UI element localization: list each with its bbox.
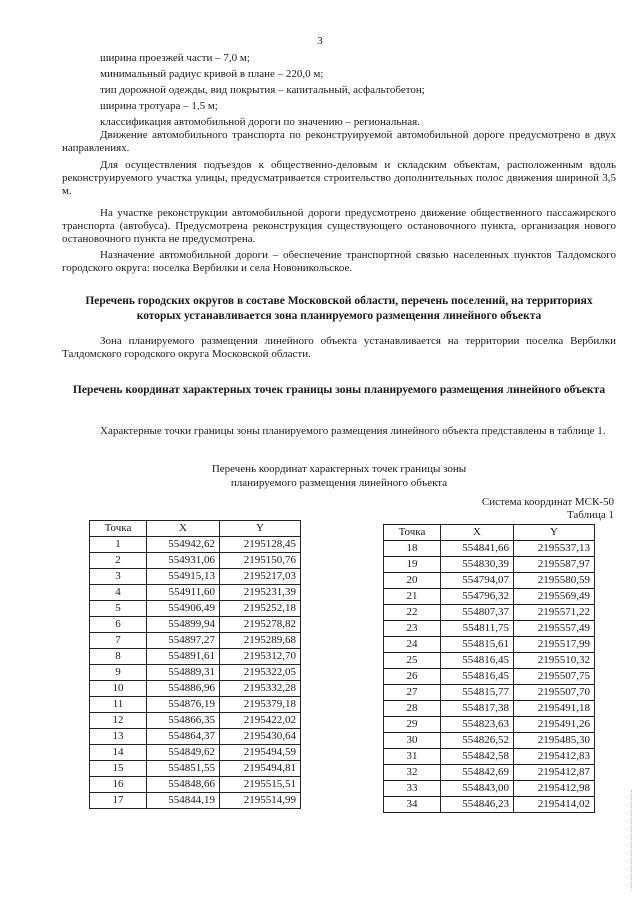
y-value-cell: 2195412,87 <box>514 765 595 781</box>
point-number-cell: 26 <box>384 669 441 685</box>
point-number-cell: 7 <box>90 633 147 649</box>
table-row <box>90 617 301 633</box>
x-value-cell: 554931,06 <box>147 553 220 569</box>
y-value-cell: 2195422,02 <box>220 713 301 729</box>
point-number-cell: 10 <box>90 681 147 697</box>
point-number-cell: 28 <box>384 701 441 717</box>
table-row <box>384 605 595 621</box>
table-row <box>384 685 595 701</box>
table-row <box>90 697 301 713</box>
point-number-cell: 15 <box>90 761 147 777</box>
y-value-cell: 2195312,70 <box>220 649 301 665</box>
parameter-item: классификация автомобильной дороги по значению – региональная. <box>100 116 420 128</box>
table-header-row <box>384 525 595 541</box>
x-value-cell: 554811,75 <box>441 621 514 637</box>
table-row <box>90 601 301 617</box>
table-row <box>90 713 301 729</box>
y-value-cell: 2195507,75 <box>514 669 595 685</box>
y-value-cell: 2195515,51 <box>220 777 301 793</box>
y-value-cell: 2195414,02 <box>514 797 595 813</box>
point-number-cell: 29 <box>384 717 441 733</box>
point-number-cell: 5 <box>90 601 147 617</box>
point-number-cell: 32 <box>384 765 441 781</box>
point-number-cell: 6 <box>90 617 147 633</box>
point-number-cell: 20 <box>384 573 441 589</box>
table-row <box>90 793 301 809</box>
x-value-cell: 554796,32 <box>441 589 514 605</box>
y-value-cell: 2195580,59 <box>514 573 595 589</box>
y-value-cell: 2195289,68 <box>220 633 301 649</box>
x-value-cell: 554817,38 <box>441 701 514 717</box>
x-value-cell: 554843,00 <box>441 781 514 797</box>
header-y: Y <box>220 521 301 537</box>
zone-location-paragraph: Зона планируемого размещения линейного объекта устанавливается на территории поселка Вербилки Талдомского городского округа Московской области. <box>62 335 616 360</box>
x-value-cell: 554842,58 <box>441 749 514 765</box>
y-value-cell: 2195537,13 <box>514 541 595 557</box>
page-number: 3 <box>317 35 323 47</box>
point-number-cell: 19 <box>384 557 441 573</box>
y-value-cell: 2195514,99 <box>220 793 301 809</box>
y-value-cell: 2195494,59 <box>220 745 301 761</box>
point-number-cell: 27 <box>384 685 441 701</box>
table-row <box>384 669 595 685</box>
table-row <box>90 585 301 601</box>
point-number-cell: 34 <box>384 797 441 813</box>
y-value-cell: 2195510,32 <box>514 653 595 669</box>
x-value-cell: 554906,49 <box>147 601 220 617</box>
x-value-cell: 554816,45 <box>441 653 514 669</box>
point-number-cell: 18 <box>384 541 441 557</box>
point-number-cell: 2 <box>90 553 147 569</box>
x-value-cell: 554886,96 <box>147 681 220 697</box>
point-number-cell: 9 <box>90 665 147 681</box>
x-value-cell: 554807,37 <box>441 605 514 621</box>
x-value-cell: 554815,77 <box>441 685 514 701</box>
table-row <box>384 797 595 813</box>
table-row <box>384 541 595 557</box>
table-row <box>384 733 595 749</box>
point-number-cell: 22 <box>384 605 441 621</box>
table-row <box>384 557 595 573</box>
x-value-cell: 554849,62 <box>147 745 220 761</box>
x-value-cell: 554899,94 <box>147 617 220 633</box>
table-row <box>90 553 301 569</box>
x-value-cell: 554897,27 <box>147 633 220 649</box>
parameter-item: тип дорожной одежды, вид покрытия – капитальный, асфальтобетон; <box>100 84 425 96</box>
y-value-cell: 2195412,98 <box>514 781 595 797</box>
x-value-cell: 554864,37 <box>147 729 220 745</box>
header-x: X <box>147 521 220 537</box>
table-number-label: Таблица 1 <box>566 509 614 521</box>
y-value-cell: 2195217,03 <box>220 569 301 585</box>
y-value-cell: 2195485,30 <box>514 733 595 749</box>
point-number-cell: 16 <box>90 777 147 793</box>
point-number-cell: 31 <box>384 749 441 765</box>
coordinates-table-left <box>89 520 301 809</box>
y-value-cell: 2195128,45 <box>220 537 301 553</box>
table-row <box>384 621 595 637</box>
header-x: X <box>441 525 514 541</box>
point-number-cell: 30 <box>384 733 441 749</box>
x-value-cell: 554846,23 <box>441 797 514 813</box>
y-value-cell: 2195252,18 <box>220 601 301 617</box>
section-heading-districts: Перечень городских округов в составе Московской области, перечень поселений, на территориях которых устанавливается зона планируемого размещения линейного объекта <box>85 295 593 322</box>
section-heading-coordinates: Перечень координат характерных точек границы зоны планируемого размещения линейного объекта <box>72 384 606 396</box>
point-number-cell: 33 <box>384 781 441 797</box>
y-value-cell: 2195587,97 <box>514 557 595 573</box>
table-row <box>90 745 301 761</box>
y-value-cell: 2195569,49 <box>514 589 595 605</box>
point-number-cell: 4 <box>90 585 147 601</box>
table-row <box>384 701 595 717</box>
table-row <box>384 573 595 589</box>
point-number-cell: 11 <box>90 697 147 713</box>
point-number-cell: 25 <box>384 653 441 669</box>
table-row <box>384 781 595 797</box>
parameter-item: минимальный радиус кривой в плане – 220,0 м; <box>100 68 324 80</box>
y-value-cell: 2195379,18 <box>220 697 301 713</box>
x-value-cell: 554876,19 <box>147 697 220 713</box>
coordinate-system-label: Система координат МСК-50 <box>481 496 614 508</box>
y-value-cell: 2195507,70 <box>514 685 595 701</box>
point-number-cell: 14 <box>90 745 147 761</box>
x-value-cell: 554866,35 <box>147 713 220 729</box>
point-number-cell: 17 <box>90 793 147 809</box>
table-row <box>384 749 595 765</box>
table-caption-line1: Перечень координат характерных точек границы зоны <box>211 463 467 475</box>
transit-paragraph: На участке реконструкции автомобильной дороги предусмотрено движение общественного пассажирского транспорта (автобуса). Предусмотрена реконструкция существующего остановочного пункта, организация нового остановочного пункта не предусмотрена. <box>62 207 616 245</box>
point-number-cell: 1 <box>90 537 147 553</box>
y-value-cell: 2195557,49 <box>514 621 595 637</box>
y-value-cell: 2195571,22 <box>514 605 595 621</box>
table-row <box>90 681 301 697</box>
x-value-cell: 554815,61 <box>441 637 514 653</box>
table-row <box>90 633 301 649</box>
x-value-cell: 554848,66 <box>147 777 220 793</box>
point-number-cell: 24 <box>384 637 441 653</box>
x-value-cell: 554891,61 <box>147 649 220 665</box>
road-parameters-list <box>62 50 622 130</box>
y-value-cell: 2195412,83 <box>514 749 595 765</box>
x-value-cell: 554841,66 <box>441 541 514 557</box>
table-row <box>90 777 301 793</box>
y-value-cell: 2195150,76 <box>220 553 301 569</box>
x-value-cell: 554844,19 <box>147 793 220 809</box>
point-number-cell: 23 <box>384 621 441 637</box>
x-value-cell: 554823,63 <box>441 717 514 733</box>
table-row <box>90 665 301 681</box>
point-number-cell: 12 <box>90 713 147 729</box>
point-number-cell: 21 <box>384 589 441 605</box>
header-y: Y <box>514 525 595 541</box>
x-value-cell: 554816,45 <box>441 669 514 685</box>
header-point: Точка <box>90 521 147 537</box>
y-value-cell: 2195231,39 <box>220 585 301 601</box>
y-value-cell: 2195278,82 <box>220 617 301 633</box>
purpose-paragraph: Назначение автомобильной дороги – обеспечение транспортной связью населенных пунктов Талдомского городского округа: поселка Вербилки и села Новоникольское. <box>62 249 616 274</box>
x-value-cell: 554942,62 <box>147 537 220 553</box>
lanes-paragraph: Для осуществления подъездов к общественно-деловым и складским объектам, расположенным вдоль реконструируемого участка улицы, предусматривается строительство дополнительных полос движения шириной 3,5 м. <box>62 159 616 197</box>
table-row <box>90 761 301 777</box>
table-caption-line2: планируемого размещения линейного объекта <box>230 477 448 489</box>
table-header-row <box>90 521 301 537</box>
y-value-cell: 2195491,18 <box>514 701 595 717</box>
x-value-cell: 554794,07 <box>441 573 514 589</box>
point-number-cell: 13 <box>90 729 147 745</box>
table-row <box>384 653 595 669</box>
table-row <box>384 717 595 733</box>
y-value-cell: 2195491,26 <box>514 717 595 733</box>
table-row <box>384 589 595 605</box>
y-value-cell: 2195322,05 <box>220 665 301 681</box>
x-value-cell: 554851,55 <box>147 761 220 777</box>
table-row <box>90 537 301 553</box>
header-point: Точка <box>384 525 441 541</box>
y-value-cell: 2195332,28 <box>220 681 301 697</box>
y-value-cell: 2195494,81 <box>220 761 301 777</box>
x-value-cell: 554911,60 <box>147 585 220 601</box>
table-row <box>384 765 595 781</box>
x-value-cell: 554842,69 <box>441 765 514 781</box>
point-number-cell: 3 <box>90 569 147 585</box>
table-row <box>90 729 301 745</box>
table-row <box>90 649 301 665</box>
parameter-item: ширина проезжей части – 7,0 м; <box>100 52 250 64</box>
table-row <box>90 569 301 585</box>
table-row <box>384 637 595 653</box>
x-value-cell: 554830,39 <box>441 557 514 573</box>
point-number-cell: 8 <box>90 649 147 665</box>
coordinates-table-right <box>383 524 595 813</box>
x-value-cell: 554889,31 <box>147 665 220 681</box>
points-intro-paragraph: Характерные точки границы зоны планируемого размещения линейного объекта представлены в таблице 1. <box>100 425 606 437</box>
traffic-paragraph: Движение автомобильного транспорта по реконструируемой автомобильной дороге предусмотрено в двух направлениях. <box>62 129 616 154</box>
x-value-cell: 554915,13 <box>147 569 220 585</box>
x-value-cell: 554826,52 <box>441 733 514 749</box>
scan-edge-mark <box>631 790 636 890</box>
y-value-cell: 2195430,64 <box>220 729 301 745</box>
y-value-cell: 2195517,99 <box>514 637 595 653</box>
parameter-item: ширина тротуара – 1,5 м; <box>100 100 218 112</box>
